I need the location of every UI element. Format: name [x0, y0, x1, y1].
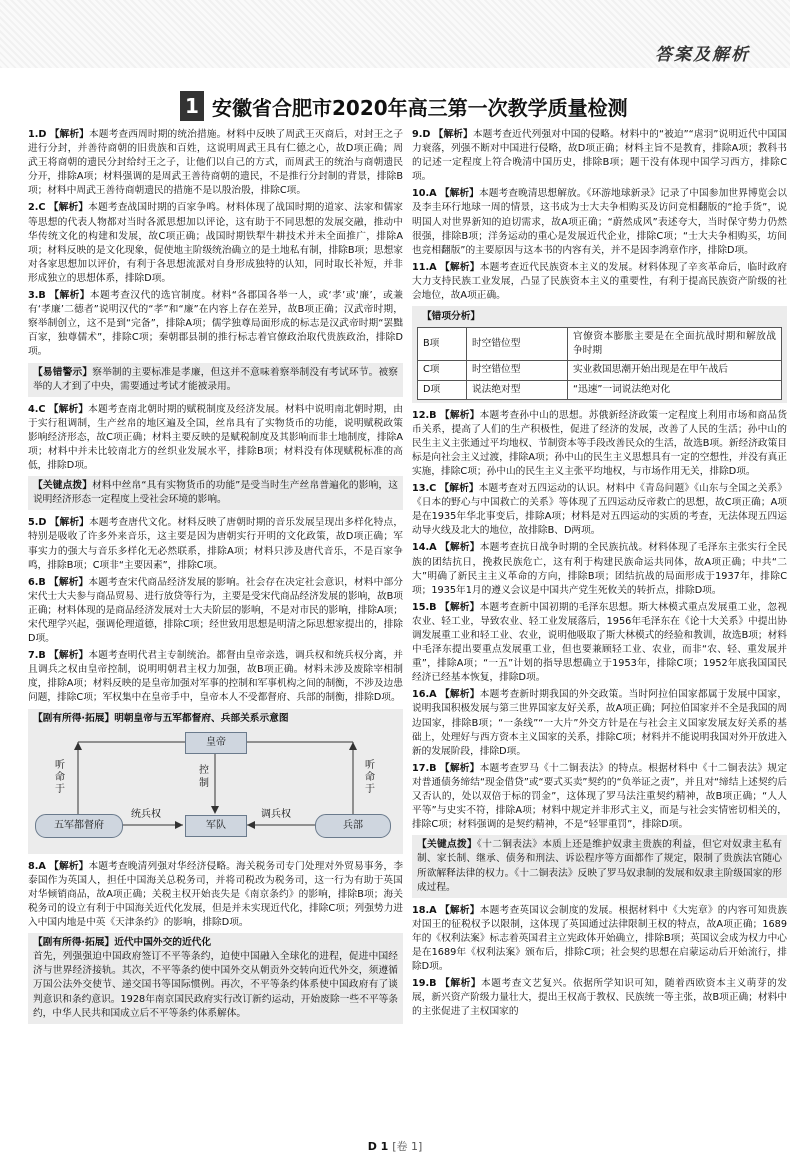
item-answer: B — [429, 409, 437, 421]
analysis-tag: 【解析】 — [49, 517, 89, 529]
answer-item-12 — [412, 409, 787, 479]
item-answer: A — [429, 542, 437, 554]
item-number: 12. — [412, 409, 430, 421]
tip-box-error-warning — [28, 363, 403, 397]
answer-item-6 — [28, 576, 403, 646]
item-number: 6. — [28, 576, 39, 588]
item-number: 11. — [412, 261, 430, 273]
item-answer: B — [38, 290, 46, 302]
item-number: 18. — [412, 904, 430, 916]
section-number-badge: 1 — [180, 91, 204, 121]
page-footer — [0, 1138, 790, 1154]
analysis-tag: 【解析】 — [439, 762, 480, 774]
label-diaobingquan: 调兵权 — [261, 808, 291, 820]
analysis-text: 本题考查明代君主专制统治。都督由皇帝亲选，调兵权和统兵权分离，并且调兵之权由皇帝控制，说明明朝君主权力加强，故B项正确。材料未涉及废除宰相制度，排除A项；材料反映的是皇帝加强对军事的控制和军事机构之间的制衡，不涉及边患问题，排除C项；军权集中在皇帝手中，皇帝本人不受都督府、兵部的制衡，排除D项。 — [28, 650, 403, 704]
item-number: 14. — [412, 542, 430, 554]
analysis-tag: 【解析】 — [440, 689, 480, 701]
analysis-text: 本题考查晚清思想解放。《环游地球新录》记录了中国参加世界博览会以及李圭环行地球一周的情景，这书成为士大夫争相购买及访问竞相翻版的“抢手货”，说明国人对世界新知的迫切需求，故A项正确；“蔚然成风”表述夸大，当时保守势力仍然很强，排除B项；洋务运动的重心是发展近代企业，排除C项；“士大夫争相购买，坊间也竞相翻版”的主要原因与这本书的内容有关，并不是因李鸿章作序，排除D项。 — [412, 188, 787, 256]
analysis-tag: 【解析】 — [433, 129, 473, 140]
error-analysis-table — [417, 327, 782, 399]
tip-box-label: 【剧有所得·拓展】 — [33, 937, 115, 949]
label-tongbingquan: 统兵权 — [131, 808, 161, 820]
analysis-tag: 【解析】 — [440, 542, 480, 554]
right-column — [412, 128, 787, 1022]
analysis-tag: 【解析】 — [48, 202, 89, 214]
analysis-text: 本题考查西周时期的统治措施。材料中反映了周武王灭商后，对封王之子进行分封，并善待商朝的旧贵族和百姓，这说明周武王具有仁德之心，故D项正确；周武王将商朝的遗民分封给纣王之子，让他们以自己的方式，而周武王的统治与商朝遗民分开，排除A项；材料强调的是周武王善待商朝的遗民，不是推行分封制的背景，排除B项；材料中周武王善待商朝遗民的措施不是以殷治殷，排除C项。 — [28, 129, 404, 197]
item-answer: A — [429, 689, 437, 701]
analysis-tag: 【解析】 — [439, 483, 479, 495]
item-answer: C — [38, 403, 46, 415]
extension-diagram-box — [28, 709, 403, 854]
item-answer: B — [429, 762, 437, 774]
tip-box-label: 【剧有所得·拓展】 — [33, 712, 115, 724]
table-cell-type: 时空错位型 — [467, 328, 568, 361]
analysis-tag: 【解析】 — [440, 261, 480, 273]
document-title: 安徽省合肥市2020年高三第一次教学质量检测 — [212, 95, 628, 120]
analysis-text: 本题考查罗马《十二铜表法》的特点。根据材料中《十二铜表法》规定对普通债务缔结“现金借贷”或“要式买卖”契约的“负举证之责”，并且对“缔结上述契约后又否认的，处以双倍于标的罚金”，这体现了罗马法注重契约精神，故B项正确；“人人平等”与史实不符，排除A项；材料中规定并非形式主义，而是与社会实情密切相关的，排除C项；材料强调的是契约精神，不是“轻罪重罚”，排除D项。 — [412, 762, 788, 831]
analysis-text: 本题考查晚清列强对华经济侵略。海关税务司专门处理对外贸易事务，李泰国作为英国人，担任中国海关总税务司，并将司税改为税务司，这一行为有助于英国对华倾销商品，故A项正确；关税主权开始丧失是《南京条约》的影响，排除B项；海关税务司的设立有利于中国海关近代化发展，但是并未实现近代化，排除C项；列强势力进入中国内地是中英《天津条约》的影响，排除D项。 — [28, 860, 404, 929]
analysis-tag: 【解析】 — [439, 188, 479, 200]
answer-item-17 — [412, 762, 787, 832]
item-number: 10. — [412, 188, 430, 200]
table-cell-type: 时空错位型 — [467, 361, 568, 380]
analysis-tag: 【解析】 — [49, 129, 89, 140]
tip-box-key-point — [28, 476, 403, 510]
answer-item-18 — [412, 904, 787, 974]
analysis-text: 本题考查对五四运动的认识。材料中《青岛问题》《山东与全国之关系》《日本的野心与中国救亡的关系》等体现了五四运动反帝救亡的思想，故C项正确；A项是在1935年华北事变后，排除A项；材料是对五四运动的实质的考查，无法体现五四运动导火线及北大的地位，故排除B、D两项。 — [412, 483, 787, 537]
item-answer: A — [429, 904, 437, 916]
analysis-tag: 【解析】 — [440, 904, 480, 916]
table-cell-type: 说法绝对型 — [467, 380, 568, 399]
analysis-text: 本题考查英国议会制度的发展。根据材料中《大宪章》的内容可知贵族对国王的征税权予以限制，这体现了英国通过法律限制王权的特点，故A项正确；1689年的《权利法案》标志着英国君主立宪政体开始确立，排除B项；英国议会成为权力中心是在1689年《权利法案》颁布后，排除C项；社会契约思想在启蒙运动后开始流行，排除D项。 — [412, 904, 788, 973]
error-analysis-box — [412, 306, 787, 402]
item-answer: B — [429, 978, 437, 990]
document-title-row — [180, 90, 628, 122]
table-cell-desc: 实业救国思潮开始出现是在甲午战后 — [568, 361, 782, 380]
answer-item-1 — [28, 128, 403, 198]
tip-box-text: 首先，列强强迫中国政府签订不平等条约，迫使中国融入全球化的进程，促进中国经济与世界经济接轨。其次，不平等条约使中国外交从朝贡外交转向近代外交，须遵循万国公法外交使节、递交国书等国际惯例。再次，不平等条约体系使中国政府有了谈判意识和条约意识。1928年南京国民政府实行改订新约运动，开始废除一些不平等条约，中华人民共和国成立后不平等条约体系解体。 — [33, 951, 398, 1019]
label-kongzhi: 控制 — [199, 764, 209, 789]
node-bingbu: 兵部 — [315, 814, 391, 838]
answer-item-5 — [28, 516, 403, 572]
extension-box-diplomacy — [28, 933, 403, 1024]
answer-item-16 — [412, 688, 787, 758]
item-number: 8. — [28, 860, 39, 872]
table-row — [418, 328, 782, 361]
analysis-tag: 【解析】 — [439, 601, 480, 613]
analysis-text: 本题考查唐代文化。材料反映了唐朝时期的音乐发展呈现出多样化特点，特别是吸收了许多外来音乐，这主要是因为唐朝实行开明的文化政策，故D项正确；军事实力的强大与音乐多样化无必然联系，排除A项；材料只涉及唐代音乐，不是百家争鸣，排除B项；C项非“主要因素”，排除C项。 — [28, 517, 404, 571]
label-tingming-left: 听命于 — [55, 759, 65, 795]
answer-item-7 — [28, 649, 403, 705]
item-number: 5. — [28, 517, 39, 529]
extension-title: 近代中国外交的近代化 — [114, 937, 212, 949]
left-column — [28, 128, 403, 1030]
answer-item-19 — [412, 977, 787, 1019]
answer-item-10 — [412, 187, 787, 257]
table-cell-option: D项 — [418, 380, 467, 399]
item-answer: A — [429, 261, 437, 273]
analysis-text: 本题考查战国时期的百家争鸣。材料体现了战国时期的道家、法家和儒家等思想的代表人物都对当时各派思想加以评论，这有助于不同思想的发展交融，推动中华传统文化的构建和发展，故C项正确；战国时期铁犁牛耕技术并未全面推广，排除A项；材料反映的是文化现象，促使地主阶级统治确立的是土地私有制，排除B项；思想家对各家思想加以评价，有利于各思想流派对自身形成独特的认知，同时取长补短，并非形成独立的思想体系，排除D项。 — [28, 202, 403, 284]
analysis-tag: 【解析】 — [48, 403, 89, 415]
analysis-text: 本题考查文艺复兴。依据所学知识可知，随着西欧资本主义萌芽的发展，新兴资产阶级力量壮大，提出王权高于教权、民族统一等主张，故B项正确；材料中的主张促进了主权国家的 — [412, 978, 787, 1018]
answer-item-11 — [412, 261, 787, 303]
analysis-text: 本题考查南北朝时期的赋税制度及经济发展。材料中说明南北朝时期，由于实行租调制，生产丝帛的地区遍及全国，丝帛具有了实物货币的功能，说明赋税政策影响经济形态，故C项正确；材料主要反映的是赋税制度及其影响而非土地制度，排除A项；材料中并未比较南北方的丝织业发展水平，排除B项；材料没有体现赋税标准的高低，排除D项。 — [28, 403, 403, 472]
analysis-tag: 【解析】 — [49, 650, 89, 662]
analysis-tag: 【解析】 — [49, 576, 89, 588]
analysis-tag: 【解析】 — [49, 860, 89, 872]
table-row — [418, 361, 782, 380]
answer-item-14 — [412, 541, 787, 597]
header-title: 答案及解析 — [655, 45, 750, 65]
item-answer: D — [422, 129, 431, 140]
analysis-tag: 【解析】 — [49, 290, 90, 302]
answer-item-4 — [28, 403, 403, 473]
tip-box-key-point-17 — [412, 835, 787, 897]
page-number: D 1 — [367, 1140, 389, 1153]
analysis-text: 本题考查抗日战争时期的全民族抗战。材料体现了毛泽东主张实行全民族的团结抗日，挽救民族危亡，这有利于构建民族命运共同体，故A项正确；中共“二大”明确了新民主主义革命的方向，排除B项；团结抗战的局面形成于1937年，排除C项；1935年1月的遵义会议是中国共产党生死攸关的转折点，排除D项。 — [412, 542, 788, 596]
node-emperor: 皇帝 — [185, 732, 247, 754]
tip-box-label: 【关键点拨】 — [417, 839, 478, 851]
item-answer: D — [38, 129, 47, 140]
tip-box-text: 察举制的主要标准是孝廉，但这并不意味着察举制没有考试环节。被察举的人才到了中央，需要通过考试才能被录用。 — [33, 366, 398, 392]
tip-box-text: 材料中丝帛“具有实物货币的功能”是受当时生产丝帛普遍化的影响，这说明经济形态一定程度上受社会环境的影响。 — [33, 480, 398, 506]
item-number: 16. — [412, 689, 430, 701]
page-header-band — [0, 0, 790, 68]
table-cell-option: B项 — [418, 328, 467, 361]
analysis-tag: 【解析】 — [440, 978, 482, 990]
table-cell-desc: “迅速”一词说法绝对化 — [568, 380, 782, 399]
answer-item-9 — [412, 128, 787, 184]
analysis-text: 本题考查新中国初期的毛泽东思想。斯大林模式重点发展重工业，忽视农业、轻工业，导致农业、轻工业发展落后，1956年毛泽东在《论十大关系》中提出协调发展重工业和轻工业、农业，说明他吸取了斯大林模式的经验和教训，故选B项；材料中毛泽东提出要重点发展重工业，但也要兼顾轻工业、农业，而非“农、轻、重发展并重”，排除A项；“一五”计划的指导思想确立于1953年，排除C项；1952年底我国国民经济已经基本恢复，排除D项。 — [412, 601, 788, 684]
analysis-text: 本题考查新时期我国的外交政策。当时阿拉伯国家都属于发展中国家，说明我国积极发展与第三世界国家友好关系，故A项正确；阿拉伯国家并不全是我国的周边国家，排除B项；“一条线”“一大片”外交方针是在与社会主义国家发展友好关系的基础上，处理好与西方资本主义国家的关系，排除C项；材料并不能说明我国对外开放进入新的发展阶段，排除D项。 — [412, 689, 788, 757]
table-cell-desc: 官僚资本膨胀主要是在全面抗战时期和解放战争时期 — [568, 328, 782, 361]
relationship-diagram — [33, 730, 398, 848]
item-answer: A — [38, 860, 46, 872]
answer-item-13 — [412, 482, 787, 538]
item-answer: C — [429, 483, 437, 495]
item-number: 17. — [412, 762, 430, 774]
volume-label: [卷 1] — [392, 1140, 423, 1153]
answer-item-2 — [28, 201, 403, 286]
answer-item-15 — [412, 601, 787, 686]
table-row — [418, 380, 782, 399]
item-number: 3. — [28, 290, 39, 302]
item-number: 4. — [28, 403, 39, 415]
table-cell-option: C项 — [418, 361, 467, 380]
error-analysis-label: 【错项分析】 — [422, 311, 481, 323]
tip-box-label: 【易错警示】 — [33, 366, 93, 378]
item-number: 7. — [28, 650, 39, 662]
item-answer: A — [429, 188, 437, 200]
analysis-text: 本题考查汉代的选官制度。材料“各郡国各举一人，或‘孝’或‘廉’，或兼有‘孝廉’二德者”说明汉代的“孝”和“廉”在内容上存在差异，故B项正确；汉武帝时期，察举制创立，这不是到“完备”，排除A项；儒学独尊局面形成的标志是汉武帝时期“罢黜百家，独尊儒术”，排除C项；秦朝郡县制的推行标志着官僚政治取代贵族政治，排除D项。 — [28, 290, 403, 358]
item-number: 19. — [412, 978, 430, 990]
node-wujun-dudufu: 五军都督府 — [35, 814, 123, 838]
item-number: 9. — [412, 129, 423, 140]
item-number: 13. — [412, 483, 430, 495]
item-answer: C — [38, 202, 46, 214]
node-army: 军队 — [185, 815, 247, 837]
item-number: 1. — [28, 129, 39, 140]
item-answer: B — [429, 601, 437, 613]
analysis-text: 本题考查近代民族资本主义的发展。材料体现了辛亥革命后，临时政府大力支持民族工业发展，凸显了民族资本主义的重要性，有利于提高民族资产阶级的社会地位，故A项正确。 — [412, 261, 788, 302]
item-answer: D — [38, 517, 47, 529]
item-answer: B — [38, 650, 46, 662]
tip-box-label: 【关键点拨】 — [33, 480, 93, 492]
analysis-text: 本题考查宋代商品经济发展的影响。社会存在决定社会意识，材料中部分宋代士大夫参与商品贸易、进行放贷等行为，主要是受宋代商品经济发展的影响，故B项正确；材料体现的是商品经济发展对士大夫阶层的影响，不是对市民的影响，排除A项；宋代理学兴起，强调伦理道德，排除C项；经世致用思想是明清之际思想家提出的，排除D项。 — [28, 576, 403, 645]
item-number: 15. — [412, 601, 430, 613]
analysis-tag: 【解析】 — [439, 409, 480, 421]
label-tingming-right: 听命于 — [365, 759, 375, 795]
diagram-title: 明朝皇帝与五军都督府、兵部关系示意图 — [114, 712, 289, 724]
analysis-text: 本题考查近代列强对中国的侵略。材料中的“被迫”“虐羽”说明近代中国国力衰落，列强不断对中国进行侵略，故D项正确；材料主旨不是教育，排除A项；教科书的记述一定程度上符合晚清中国历史，排除B项；题干没有体现中国学习西方，排除C项。 — [412, 129, 787, 183]
item-answer: B — [38, 576, 46, 588]
item-number: 2. — [28, 202, 39, 214]
tip-box-text: 《十二铜表法》本质上还是维护奴隶主贵族的利益，但它对奴隶主私有制、家长制、继承、债务和刑法、诉讼程序等方面都作了规定，限制了贵族法官随心所欲解释法律的权力。《十二铜表法》反映了罗马奴隶制的发展和奴隶主阶级国家的形成过程。 — [417, 839, 782, 893]
answer-item-8 — [28, 860, 403, 930]
analysis-text: 本题考查孙中山的思想。苏俄新经济政策一定程度上利用市场和商品货币关系，提高了人们的生产积极性，促进了经济的发展，改善了人民的生活；孙中山的民生主义主张通过平均地权、节制资本等手段改善民众的生活，故选B项。新经济政策目标是向社会主义过渡，排除A项；孙中山的民生主义思想具有一定的空想性，并没有真正实施，排除C项；孙中山的民生主义主张平均地权，与市场作用无关，排除D项。 — [412, 409, 788, 477]
answer-item-3 — [28, 289, 403, 359]
